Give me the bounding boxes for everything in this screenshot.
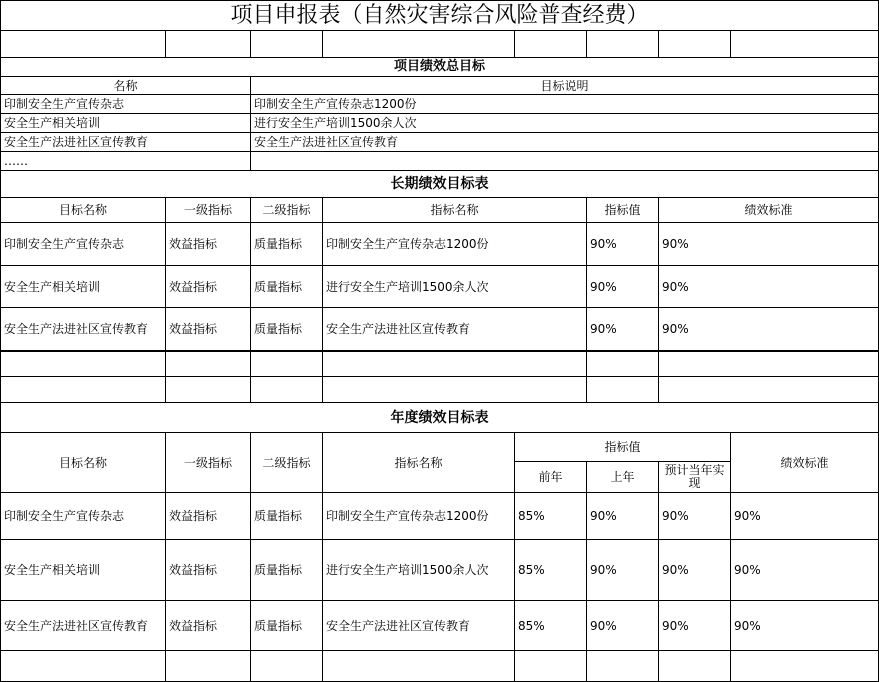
blank-cell[interactable]	[587, 377, 659, 403]
lt-header-value: 指标值	[587, 198, 659, 223]
blank-cell[interactable]	[251, 352, 323, 377]
an-header-last-year: 上年	[587, 462, 659, 493]
overall-row-name[interactable]: 安全生产相关培训	[0, 114, 251, 133]
lt-row-indicator[interactable]: 进行安全生产培训1500余人次	[323, 266, 587, 308]
overall-row-desc[interactable]	[251, 152, 879, 171]
blank-cell[interactable]	[659, 352, 879, 377]
an-row-level1[interactable]: 效益指标	[166, 601, 251, 651]
lt-row-level2[interactable]: 质量指标	[251, 223, 323, 266]
overall-row-name[interactable]: 印制安全生产宣传杂志	[0, 95, 251, 114]
an-header-prev-year: 前年	[515, 462, 587, 493]
overall-row-name[interactable]: ……	[0, 152, 251, 171]
blank-cell[interactable]	[251, 377, 323, 403]
lt-row-indicator[interactable]: 印制安全生产宣传杂志1200份	[323, 223, 587, 266]
lt-row-level2[interactable]: 质量指标	[251, 266, 323, 308]
an-row-standard[interactable]: 90%	[731, 540, 879, 601]
an-row-expected[interactable]: 90%	[659, 540, 731, 601]
overall-row-desc[interactable]: 进行安全生产培训1500余人次	[251, 114, 879, 133]
lt-row-standard[interactable]: 90%	[659, 308, 879, 352]
an-row-level1[interactable]: 效益指标	[166, 493, 251, 540]
blank-cell[interactable]	[323, 31, 515, 58]
an-row-level2[interactable]: 质量指标	[251, 493, 323, 540]
lt-row-target[interactable]: 安全生产法进社区宣传教育	[0, 308, 166, 352]
an-row-prev[interactable]: 85%	[515, 540, 587, 601]
an-row-indicator[interactable]: 进行安全生产培训1500余人次	[323, 540, 515, 601]
an-row-last[interactable]: 90%	[587, 601, 659, 651]
blank-cell[interactable]	[0, 31, 166, 58]
lt-row-standard[interactable]: 90%	[659, 266, 879, 308]
an-row-expected[interactable]: 90%	[659, 493, 731, 540]
lt-row-standard[interactable]: 90%	[659, 223, 879, 266]
sheet-title: 项目申报表（自然灾害综合风险普查经费）	[0, 0, 879, 31]
lt-row-level1[interactable]: 效益指标	[166, 223, 251, 266]
an-row-last[interactable]: 90%	[587, 493, 659, 540]
an-header-level1: 一级指标	[166, 433, 251, 493]
lt-row-level1[interactable]: 效益指标	[166, 266, 251, 308]
blank-cell[interactable]	[587, 352, 659, 377]
an-row-level2[interactable]: 质量指标	[251, 540, 323, 601]
an-row-target[interactable]: 安全生产法进社区宣传教育	[0, 601, 166, 651]
an-row-level2[interactable]: 质量指标	[251, 601, 323, 651]
an-row-indicator[interactable]: 安全生产法进社区宣传教育	[323, 601, 515, 651]
lt-row-level2[interactable]: 质量指标	[251, 308, 323, 352]
an-row-prev[interactable]: 85%	[515, 493, 587, 540]
blank-cell[interactable]	[323, 377, 587, 403]
lt-header-standard: 绩效标准	[659, 198, 879, 223]
blank-cell[interactable]	[515, 31, 587, 58]
annual-heading: 年度绩效目标表	[0, 403, 879, 433]
blank-cell[interactable]	[731, 31, 879, 58]
blank-cell[interactable]	[166, 377, 251, 403]
an-row-last[interactable]: 90%	[587, 540, 659, 601]
blank-cell[interactable]	[0, 651, 166, 682]
lt-row-value[interactable]: 90%	[587, 223, 659, 266]
lt-header-target: 目标名称	[0, 198, 166, 223]
an-header-indicator: 指标名称	[323, 433, 515, 493]
overall-row-desc[interactable]: 安全生产法进社区宣传教育	[251, 133, 879, 152]
lt-row-indicator[interactable]: 安全生产法进社区宣传教育	[323, 308, 587, 352]
lt-row-level1[interactable]: 效益指标	[166, 308, 251, 352]
an-row-indicator[interactable]: 印制安全生产宣传杂志1200份	[323, 493, 515, 540]
blank-cell[interactable]	[251, 31, 323, 58]
lt-header-level1: 一级指标	[166, 198, 251, 223]
blank-cell[interactable]	[166, 352, 251, 377]
longterm-heading: 长期绩效目标表	[0, 171, 879, 198]
an-header-value-group: 指标值	[515, 433, 731, 462]
overall-goals-heading: 项目绩效总目标	[0, 58, 879, 77]
lt-row-value[interactable]: 90%	[587, 308, 659, 352]
blank-cell[interactable]	[731, 651, 879, 682]
lt-header-indicator: 指标名称	[323, 198, 587, 223]
an-row-level1[interactable]: 效益指标	[166, 540, 251, 601]
an-row-standard[interactable]: 90%	[731, 601, 879, 651]
an-row-standard[interactable]: 90%	[731, 493, 879, 540]
an-row-target[interactable]: 安全生产相关培训	[0, 540, 166, 601]
blank-cell[interactable]	[0, 377, 166, 403]
blank-cell[interactable]	[659, 651, 731, 682]
blank-cell[interactable]	[0, 352, 166, 377]
blank-cell[interactable]	[323, 352, 587, 377]
lt-row-target[interactable]: 印制安全生产宣传杂志	[0, 223, 166, 266]
an-header-standard: 绩效标准	[731, 433, 879, 493]
overall-col-desc: 目标说明	[251, 77, 879, 95]
blank-cell[interactable]	[251, 651, 323, 682]
blank-cell[interactable]	[587, 31, 659, 58]
an-header-level2: 二级指标	[251, 433, 323, 493]
blank-cell[interactable]	[659, 31, 731, 58]
blank-cell[interactable]	[659, 377, 879, 403]
blank-cell[interactable]	[166, 31, 251, 58]
blank-cell[interactable]	[323, 651, 515, 682]
lt-row-target[interactable]: 安全生产相关培训	[0, 266, 166, 308]
an-header-expected: 预计当年实现	[659, 462, 731, 493]
overall-col-name: 名称	[0, 77, 251, 95]
an-header-target: 目标名称	[0, 433, 166, 493]
an-row-target[interactable]: 印制安全生产宣传杂志	[0, 493, 166, 540]
lt-row-value[interactable]: 90%	[587, 266, 659, 308]
an-row-expected[interactable]: 90%	[659, 601, 731, 651]
overall-row-name[interactable]: 安全生产法进社区宣传教育	[0, 133, 251, 152]
overall-row-desc[interactable]: 印制安全生产宣传杂志1200份	[251, 95, 879, 114]
blank-cell[interactable]	[515, 651, 587, 682]
blank-cell[interactable]	[166, 651, 251, 682]
lt-header-level2: 二级指标	[251, 198, 323, 223]
blank-cell[interactable]	[587, 651, 659, 682]
an-row-prev[interactable]: 85%	[515, 601, 587, 651]
